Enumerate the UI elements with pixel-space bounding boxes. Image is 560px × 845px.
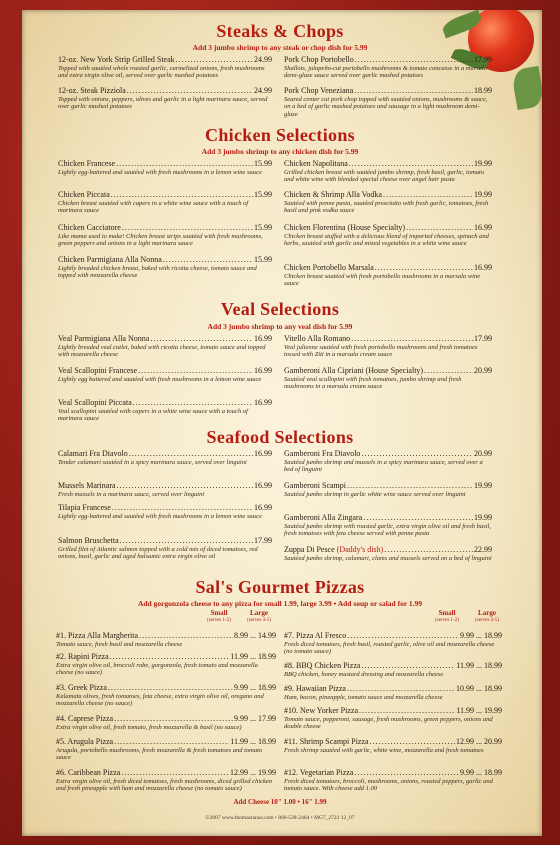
pizza-item: #1. Pizza Alla Margherita ..... 8.99 ... 14.99 Tomato sauce, fresh basil and mozzarella cheese — [56, 631, 276, 648]
menu-item: Gamberoni Alla Zingara ..... 19.99 Sautéed jumbo shrimp with roasted garlic, extra virgin olive oil and fresh basil, fresh tomatoes with feta cheese served with penne pasta — [284, 513, 492, 538]
menu-item: Veal Parmigiana Alla Nonna ..... 16.99 Lightly breaded veal cutlet, baked with ricotta cheese, tomato sauce and topped with mozzarella cheese — [58, 334, 272, 359]
section-title-chicken: Chicken Selections — [205, 125, 355, 145]
menu-item: Veal Scallopini Francese ..... 16.99 Lightly egg battered and sautéed with fresh mushrooms in a lemon wine sauce — [58, 366, 272, 383]
menu-item: Pork Chop Portobello ..... 17.99 Shallots, jalapeño-cut portobello mushrooms & tomato concasse in a marsala demi-glaze sauce served over garlic mashed potatoes — [284, 55, 492, 80]
menu-item: 12-oz. Steak Pizziola ..... 24.99 Topped with onions, peppers, olives and garlic in a light marinara sauce, served over garlic mashed potatoes — [58, 86, 272, 111]
menu-item: Zuppa Di Pesce (Daddy's dish) ..... 22.99 Sautéed jumbo shrimp, calamari, clams and mussels served on a bed of linguini — [284, 545, 492, 562]
menu-item: Gamberoni Fra Diavolo ..... 20.99 Sautéed jumbo shrimp and mussels in a spicy marinara sauce, served over a bed of linguini — [284, 449, 492, 474]
menu-item: Gamberoni Alla Cipriani (House Specialty) ..... 20.99 Sautéed veal scallopini with fresh tomatoes, jumbo shrimp and fresh mushrooms in a marsala cream sauce — [284, 366, 492, 391]
copyright-line: ©2007 www.thomasranso.com • 866-538-2464 • MG7_2722 12_07 — [205, 815, 355, 821]
size-header-small: Small (serves 1-2) — [435, 609, 459, 623]
pizza-item: #7. Pizza Al Fresco ..... 9.99 ... 18.99 Fresh diced tomatoes, fresh basil, roasted garlic, olive oil and mozzarella cheese (no tomato sauce) — [284, 631, 502, 656]
menu-item: 12-oz. New York Strip Grilled Steak ..... 24.99 Topped with sautéed whole roasted garlic, carmelized onions, fresh mushrooms and extra virgin olive oil, served over garlic mashed potatoes — [58, 55, 272, 80]
menu-item: Chicken Cacciatore ..... 15.99 Like mama used to make! Chicken breast strips sautéed with fresh mushrooms, green peppers and onions in a light marinara sauce — [58, 223, 272, 248]
pizza-item: #4. Caprese Pizza ..... 9.99 ... 17.99 Extra virgin olive oil, fresh tomato, fresh mozzarella & basil (no sauce) — [56, 714, 276, 731]
pizza-item: #9. Hawaiian Pizza ..... 10.99 ... 18.99 Ham, bacon, pineapple, tomato sauce and mozzarella cheese — [284, 684, 502, 701]
section-subtitle-steaks: Add 3 jumbo shrimp to any steak or chop dish for 5.99 — [192, 43, 368, 52]
section-subtitle-chicken: Add 3 jumbo shrimp to any chicken dish for 5.99 — [201, 147, 359, 156]
menu-item: Mussels Marinara ..... 16.99 Fresh mussels in a marinara sauce, served over linguini — [58, 481, 272, 498]
menu-item: Calamari Fra Diavolo ..... 16.99 Tender calamari sautéed in a spicy marinara sauce, served over linguini — [58, 449, 272, 466]
pizza-item: #3. Greek Pizza ..... 9.99 ... 18.99 Kalamata olives, fresh tomatoes, feta cheese, extra virgin olive oil, oregano and mozzarella cheese (no sauce) — [56, 683, 276, 708]
size-header-large: Large (serves 4-5) — [247, 609, 271, 623]
menu-item: Chicken & Shrimp Alla Vodka ..... 19.99 Sautéed with penne pasta, sautéed prosciutto with fresh garlic, tomatoes, fresh basil and pink vodka sauce — [284, 190, 492, 215]
section-title-veal: Veal Selections — [220, 299, 340, 319]
pizza-item: #6. Caribbean Pizza ..... 12.99 ... 19.99 Extra virgin olive oil, fresh diced tomatoes, fresh mushrooms, diced grilled chicken and fresh pineapple with ham and mozzarella cheese (no tomato sauce) — [56, 768, 276, 793]
pizza-item: #10. New Yorker Pizza ..... 11.99 ... 19.99 Tomato sauce, pepperoni, sausage, fresh mushrooms, green peppers, onions and double cheese — [284, 706, 502, 731]
pizza-item: #5. Arugula Pizza ..... 11.99 ... 18.99 Arugula, portobello mushrooms, fresh mozzarella & fresh tomatoes and tomato sauce — [56, 737, 276, 762]
section-subtitle-pizza: Add gorgonzola cheese to any pizza for small 1.99, large 3.99 • Add soup or salad for 1.99 — [137, 599, 423, 608]
menu-item: Chicken Francese ..... 15.99 Lightly egg-battered and sautéed with fresh mushrooms in a lemon wine sauce — [58, 159, 272, 176]
size-header-small: Small (serves 1-2) — [207, 609, 231, 623]
size-header-large: Large (serves 4-5) — [475, 609, 499, 623]
menu-item: Salmon Bruschetta ..... 17.99 Grilled filet of Atlantic salmon topped with a cold mix of diced tomatoes, red onions, basil, garlic and aged balsamic extra virgin olive oil — [58, 536, 272, 561]
pizza-item: #8. BBQ Chicken Pizza ..... 11.99 ... 18.99 BBQ chicken, honey mustard dressing and mozzarella cheese — [284, 661, 502, 678]
menu-item: Chicken Florentina (House Specialty) ..... 16.99 Chicken breast stuffed with a delicious blend of imported cheeses, spinach and herbs, sautéed with garlic and mixed vegetables in a white wine sauce — [284, 223, 492, 248]
menu-item: Veal Scallopini Piccata ..... 16.99 Veal scallopini sautéed with capers in a white wine sauce with a touch of marinara sauce — [58, 398, 272, 423]
section-subtitle-veal: Add 3 jumbo shrimp to any veal dish for 5.99 — [207, 322, 353, 331]
menu-item: Chicken Napolitana ..... 19.99 Grilled chicken breast with sautéed jumbo shrimp, fresh basil, garlic, tomato and white wine with blended special cheese over angel hair pasta — [284, 159, 492, 184]
menu-item: Chicken Parmigiana Alla Nonna ..... 15.99 Lightly breaded chicken breast, baked with ricotta cheese, tomato sauce and topped with mozzarella cheese — [58, 255, 272, 280]
section-title-steaks: Steaks & Chops — [216, 21, 344, 41]
basil-leaf-image — [511, 66, 542, 110]
menu-item: Pork Chop Veneziana ..... 18.99 Seared center cut pork chop topped with sautéed onions, mushrooms & sauce, on a bed of garlic mashed potatoes and sausage in a light mushroom demi-glaze — [284, 86, 492, 118]
menu-item: Chicken Portobello Marsala ..... 16.99 Chicken breast sautéed with fresh portobello mushrooms in a marsala wine sauce — [284, 263, 492, 288]
pizza-item: #11. Shrimp Scampi Pizza ..... 12.99 ... 20.99 Fresh shrimp sautéed with garlic, white wine, mozzarella and fresh tomatoes — [284, 737, 502, 754]
menu-item: Gamberoni Scampi ..... 19.99 Sautéed jumbo shrimp in garlic white wine sauce served over linguini — [284, 481, 492, 498]
menu-item: Chicken Piccata ..... 15.99 Chicken breast sautéed with capers in a white wine sauce with a touch of marinara sauce — [58, 190, 272, 215]
pizza-item: #2. Rapini Pizza ..... 11.99 ... 18.99 Extra virgin olive oil, broccoli rabe, gorgonzola, fresh tomato and mozzarella cheese (no sauce) — [56, 652, 276, 677]
add-cheese-note: Add Cheese 10" 1.00 • 16" 1.99 — [233, 798, 327, 806]
section-title-pizza: Sal's Gourmet Pizzas — [195, 577, 365, 597]
menu-item: Tilapia Francese ..... 16.99 Lightly egg-battered and sautéed with fresh mushrooms in a lemon wine sauce — [58, 503, 272, 520]
section-title-seafood: Seafood Selections — [206, 427, 354, 447]
pizza-item: #12. Vegetarian Pizza ..... 9.99 ... 18.99 Fresh diced tomatoes, broccoli, mushrooms, onions, roasted peppers, garlic and tomato sauce. With cheese add 1.00 — [284, 768, 502, 793]
menu-item: Vitello Alla Romano ..... 17.99 Veal julienne sautéed with fresh portobello mushrooms and fresh tomatoes tossed with Ziti in a marsala cream sauce — [284, 334, 492, 359]
